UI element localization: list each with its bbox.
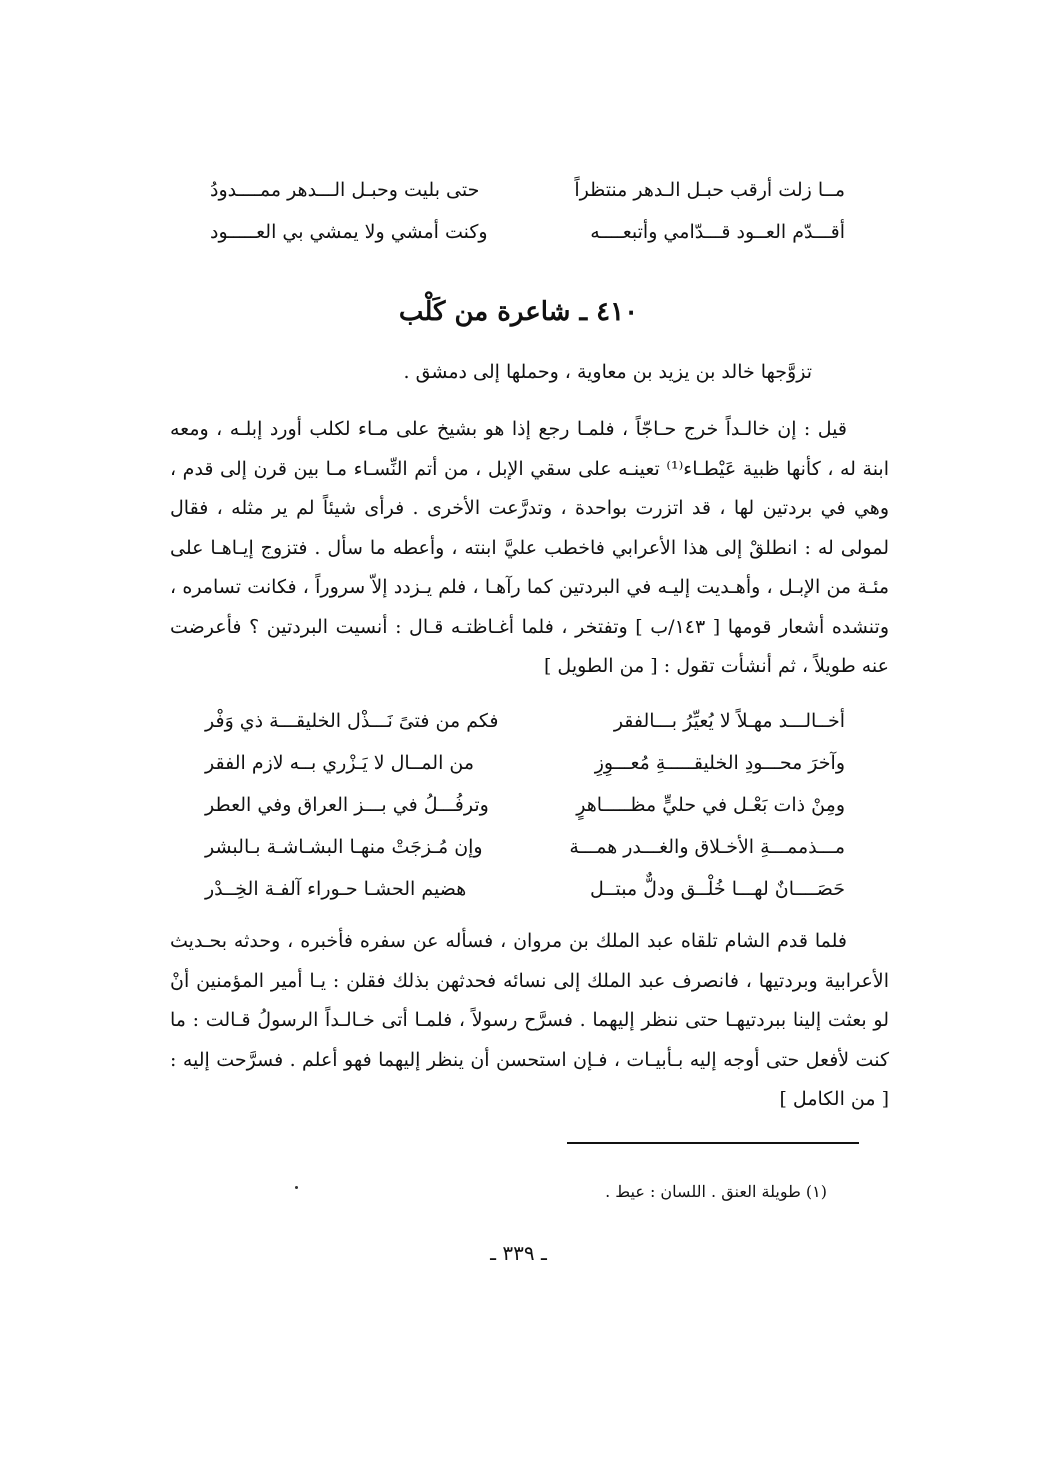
footnote-divider bbox=[567, 1142, 859, 1144]
verse-line bbox=[200, 175, 845, 217]
verse-first-hemistich: أخــالـــد مهـلاً لا يُعيِّرُ بـــالفقر bbox=[613, 710, 845, 732]
verse-first-hemistich: مــا زلت أرقب حبـل الـدهر منتظراً bbox=[574, 179, 845, 201]
section-title: ٤١٠ ـ شاعرة من كَلْب bbox=[398, 297, 639, 327]
verse-line bbox=[195, 790, 845, 832]
verse-second-hemistich: وترفُـــلُ في بـــز العراق وفي العطر bbox=[205, 794, 489, 816]
page-number: ـ ٣٣٩ ـ bbox=[490, 1241, 547, 1265]
verse-first-hemistich: مـــذممـــةِ الأخـلاق والغـــدر همـــة bbox=[569, 836, 845, 858]
top-poem bbox=[200, 175, 845, 259]
story-paragraph: قيل : إن خالـداً خرج حـاجّاً ، فلمـا رجع إذا هو بشيخ على مـاء لكلب أورد إبلـه ، ومعه ابنة له ، كأنها ظبية عَيْطـاء⁽¹⁾ تعينـه على سقي الإبل ، من أتم النِّسـاء مـا بين قرن إلى قدم ، وهي في بردتين لها ، قد اتزرت بواحدة ، وتدرَّعت الأخرى . فرأى شيئاً لم ير مثله ، فقال لمولى له : انطلقْ إلى هذا الأعرابي فاخطب عليَّ ابنته ، وأعطه ما سأل . فتزوج إيـاهـا على مئـة من الإبـل ، وأهـديت إليـه في البردتين كما رآهـا ، فلم يـزدد إلاّ سروراً ، فكانت تسامره ، وتنشده أشعار قومها [ ١٤٣/ب ] وتفتخر ، فلما أغـاظتـه قـال : أنسيت البردتين ؟ فأعرضت عنه طويلاً ، ثم أنشأت تقول : [ من الطويل ] bbox=[170, 418, 889, 677]
verse-first-hemistich: وآخرَ محـــودِ الخليقـــــةِ مُعـــوِزِ bbox=[594, 752, 845, 774]
print-speck bbox=[295, 1186, 298, 1189]
verse-second-hemistich: وكنت أمشي ولا يمشي بي العـــــود bbox=[210, 221, 488, 243]
verse-line bbox=[195, 874, 845, 916]
verse-first-hemistich: ومِنْ ذات بَعْـل في حليٍّ مظـــــاهرٍ bbox=[576, 794, 845, 816]
verse-first-hemistich: أقـــدّم العــود قـــدّامي وأتبعــــه bbox=[590, 221, 845, 243]
verse-line bbox=[200, 217, 845, 259]
footnote: (١) طويلة العنق . اللسان : عيط . bbox=[605, 1182, 827, 1201]
verse-second-hemistich: هضيم الحشـا حـوراء آلفـة الخِــدْر bbox=[205, 878, 467, 900]
verse-line bbox=[195, 832, 845, 874]
verse-second-hemistich: فكم من فتىً نَـــذْل الخليقـــة ذي وَفْر bbox=[205, 710, 499, 732]
verse-line bbox=[195, 706, 845, 748]
verse-line bbox=[195, 748, 845, 790]
story-paragraph-2: فلما قدم الشام تلقاه عبد الملك بن مروان ، فسأله عن سفره فأخبره ، وحدثه بحـديث الأعرابية وبردتيها ، فانصرف عبد الملك إلى نسائه فحدثهن بذلك فقلن : يـا أمير المؤمنين أنْ لو بعثت إلينا ببردتيهـا حتى ننظر إليهما . فسرَّح رسولاً ، فلمـا أتى خـالـداً الرسولُ قـالت : ما كنت لأفعل حتى أوجه إليه بـأبيـات ، فـإن استحسن أن ينظر إليهما فهو أعلم . فسرَّحت إليه : [ من الكامل ] bbox=[170, 930, 889, 1110]
verse-first-hemistich: حَصَــــانٌ لهـــا خُلْــق ودلٌّ مبتــل bbox=[589, 878, 845, 900]
verse-second-hemistich: وإن مُـزجَتْ منهـا البشـاشـة بـالبشر bbox=[205, 836, 483, 858]
main-poem bbox=[195, 706, 845, 916]
verse-second-hemistich: من المــال لا يَـزْري بــه لازم الفقر bbox=[205, 752, 475, 774]
verse-second-hemistich: حتى بليت وحبـل الـــدهر ممــــدودُ bbox=[210, 179, 480, 201]
intro-paragraph: تزوَّجها خالد بن يزيد بن معاوية ، وحملها إلى دمشق . bbox=[403, 361, 812, 383]
